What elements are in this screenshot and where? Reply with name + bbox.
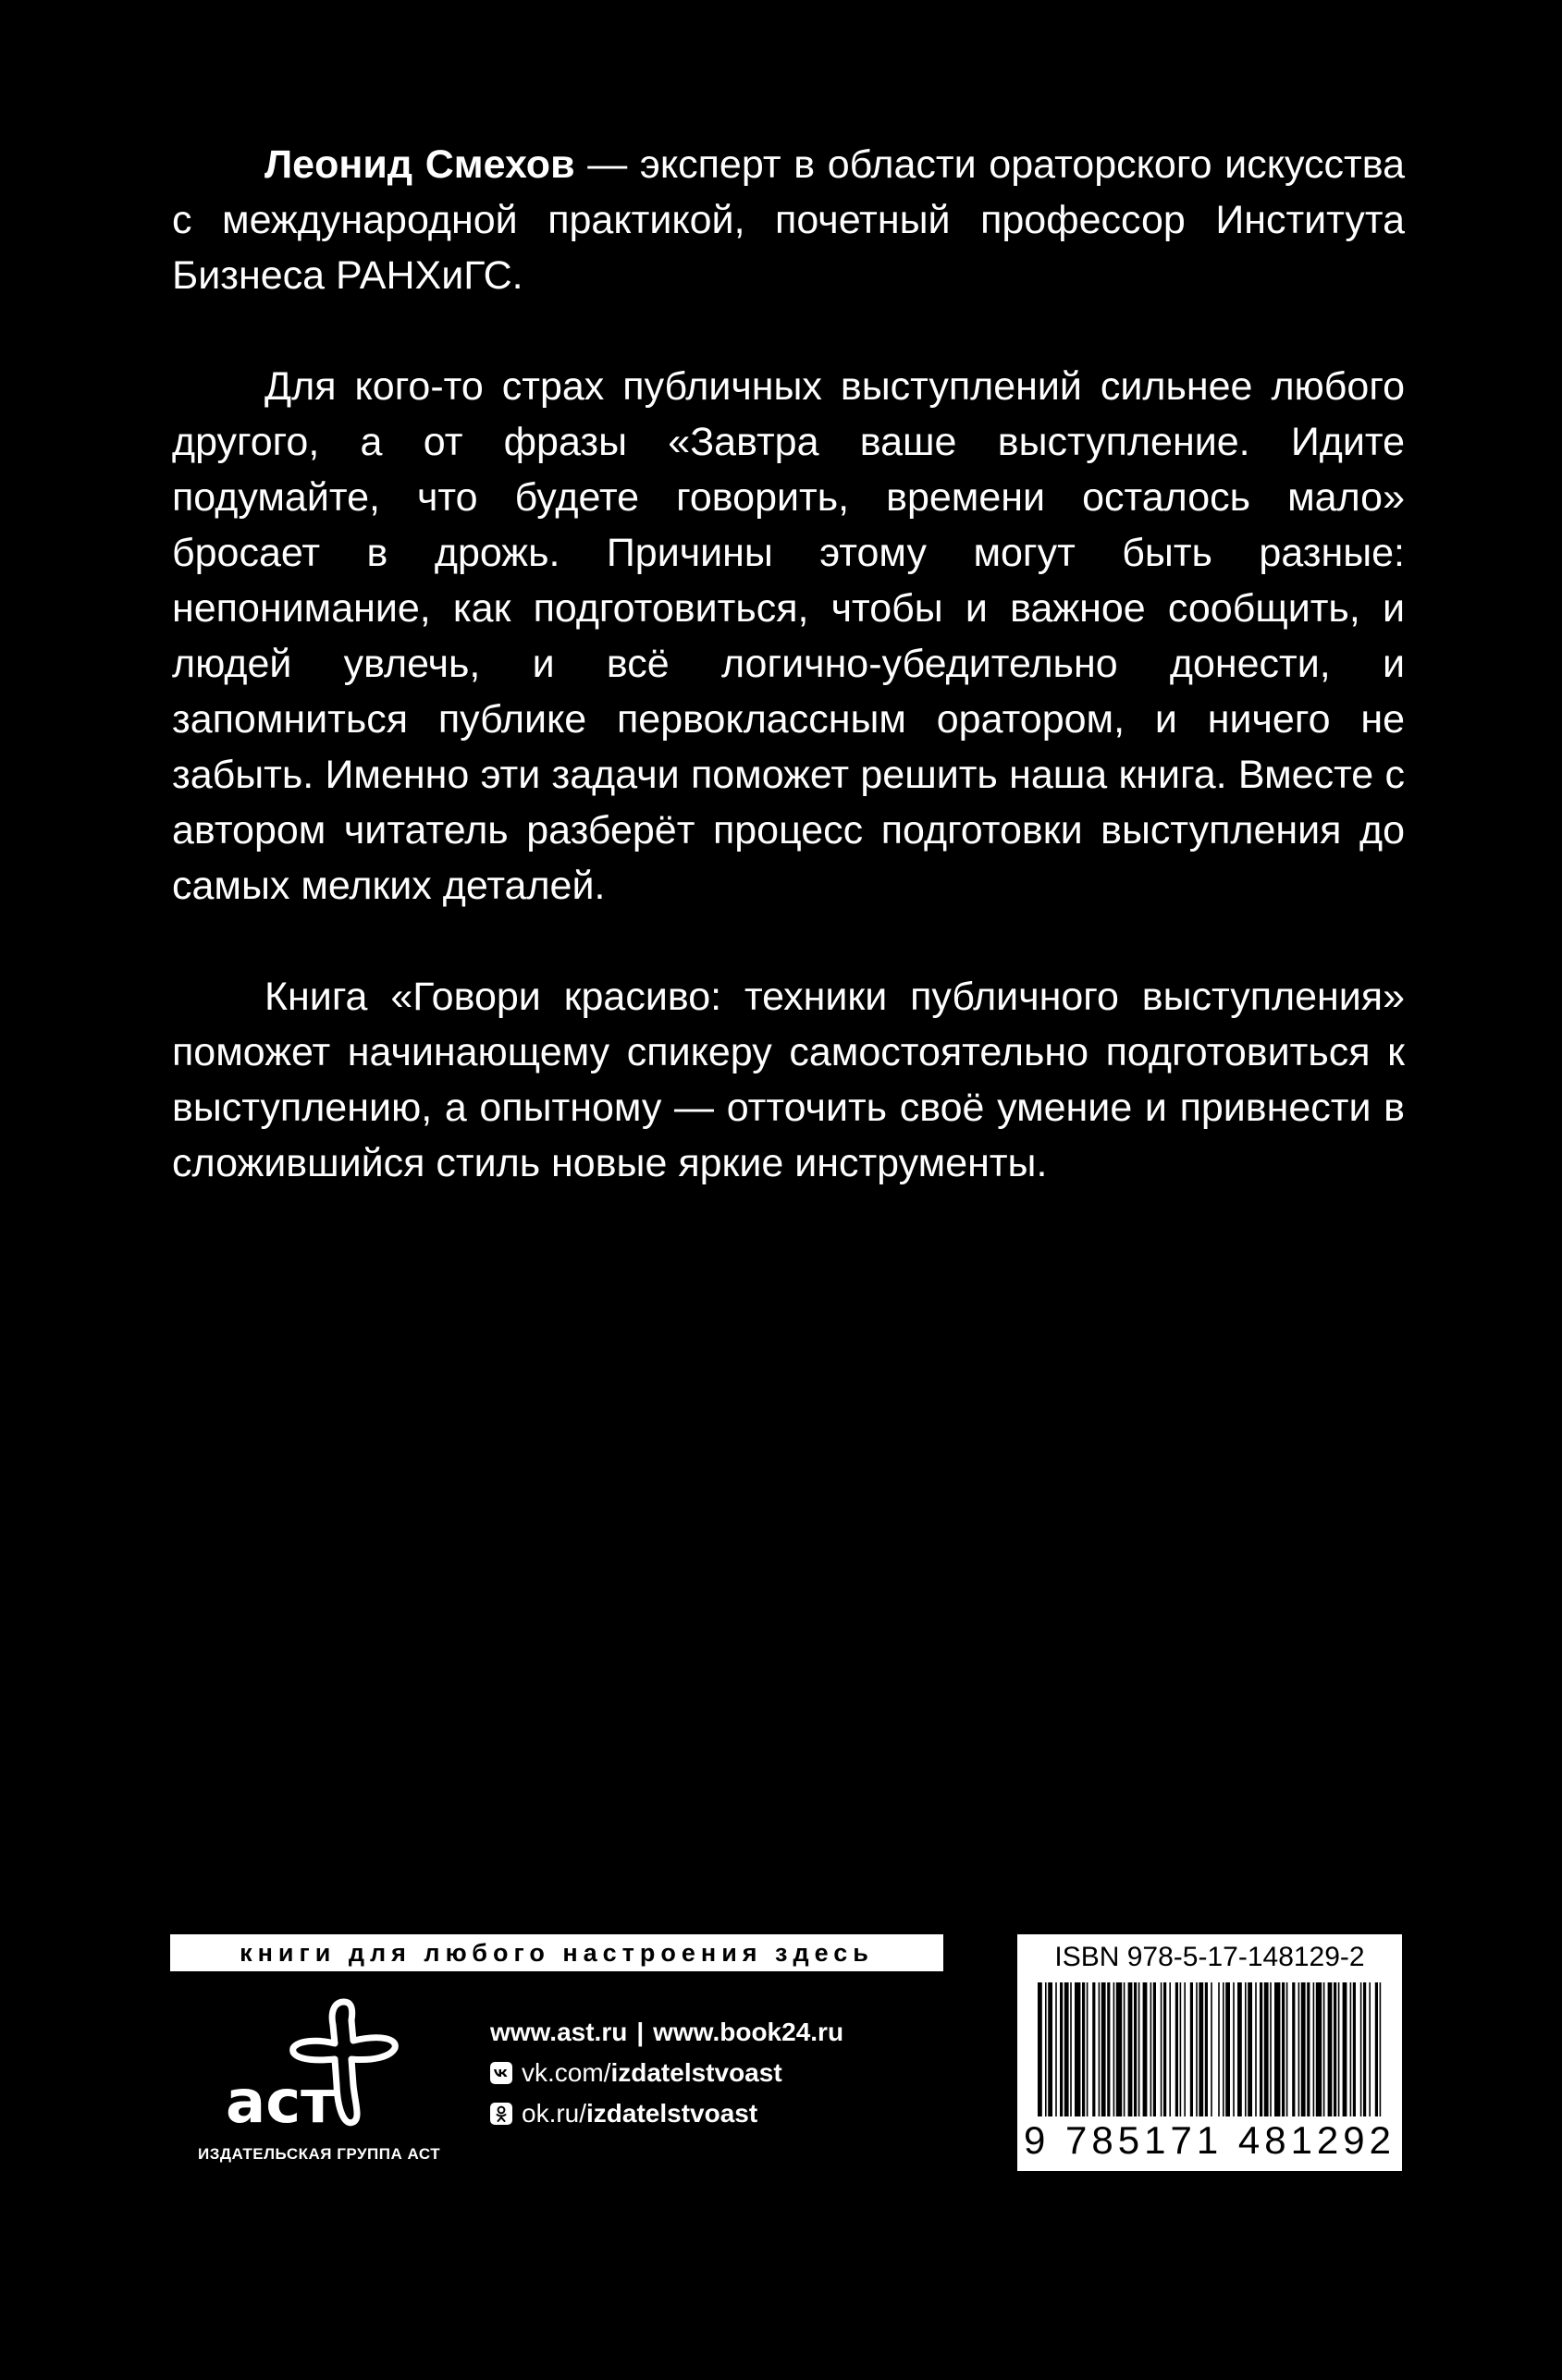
- barcode-bar: [1292, 1982, 1295, 2116]
- author-paragraph: [172, 137, 1405, 303]
- barcode-bar: [1143, 1982, 1148, 2116]
- barcode-bar: [1161, 1982, 1162, 2116]
- ok-link[interactable]: [490, 2093, 843, 2134]
- barcode-bar: [1270, 1982, 1272, 2116]
- vk-handle: izdatelstvoast: [610, 2058, 782, 2087]
- barcode-bar: [1323, 1982, 1325, 2116]
- barcode-bar: [1150, 1982, 1152, 2116]
- barcode-bar: [1343, 1982, 1347, 2116]
- barcode-bar: [1196, 1982, 1198, 2116]
- barcode-bar: [1075, 1982, 1080, 2116]
- barcode-bar: [1045, 1982, 1047, 2116]
- barcode-bar: [1260, 1982, 1262, 2116]
- author-name: Леонид Смехов: [264, 142, 575, 187]
- publisher-name: ИЗДАТЕЛЬСКАЯ ГРУППА АСТ: [198, 2145, 441, 2163]
- barcode-bar: [1360, 1982, 1362, 2116]
- barcode-bar: [1055, 1982, 1057, 2116]
- barcode-bar: [1282, 1982, 1285, 2116]
- barcode-bar: [1264, 1982, 1269, 2116]
- barcode: [1038, 1982, 1382, 2121]
- isbn-barcode-box: [1017, 1934, 1402, 2171]
- barcode-bar: [1363, 1982, 1366, 2116]
- barcode-bar: [1153, 1982, 1156, 2116]
- publisher-links: [490, 2012, 843, 2134]
- barcode-bar: [1060, 1982, 1063, 2116]
- barcode-bar: [1313, 1982, 1315, 2116]
- barcode-bar: [1233, 1982, 1235, 2116]
- vk-prefix: vk.com/: [522, 2058, 611, 2087]
- barcode-bar: [1134, 1982, 1137, 2116]
- book-summary-paragraph: Книга «Говори красиво: техники публичного выступления» поможет начинающему спикеру самостоятельно подготовиться к выступлению, а опытному — отточить своё умение и привнести в сложившийся стиль новые яркие инструменты.: [172, 975, 1405, 1185]
- barcode-bar: [1092, 1982, 1095, 2116]
- isbn-label: ISBN 978-5-17-148129-2: [1054, 1942, 1365, 1972]
- barcode-bar: [1064, 1982, 1069, 2116]
- author-bio: — эксперт в области ораторского искусства с международной практикой, почетный профессор Института Бизнеса РАНХиГС.: [172, 142, 1405, 298]
- barcode-bar: [1350, 1982, 1352, 2116]
- barcode-bar: [1205, 1982, 1208, 2116]
- barcode-bar: [1190, 1982, 1193, 2116]
- site-link-book24[interactable]: www.book24.ru: [653, 2018, 844, 2046]
- barcode-bar: [1048, 1982, 1052, 2116]
- annotation: [172, 137, 1405, 1246]
- barcode-bar: [1116, 1982, 1122, 2116]
- ok-handle: izdatelstvoast: [586, 2099, 758, 2128]
- barcode-bar: [1334, 1982, 1336, 2116]
- barcode-bar: [1087, 1982, 1088, 2116]
- barcode-bar: [1274, 1982, 1280, 2116]
- barcode-bar: [1107, 1982, 1110, 2116]
- barcode-bar: [1124, 1982, 1125, 2116]
- barcode-bar: [1138, 1982, 1140, 2116]
- barcode-bar: [1099, 1982, 1101, 2116]
- barcode-bar: [1163, 1982, 1166, 2116]
- barcode-bar: [1286, 1982, 1288, 2116]
- logo-text: аст: [226, 2068, 336, 2137]
- barcode-bar: [1307, 1982, 1310, 2116]
- barcode-bar: [1113, 1982, 1115, 2116]
- isbn-digits: 9 785171 481292: [1024, 2118, 1396, 2162]
- barcode-bar: [1225, 1982, 1230, 2116]
- barcode-bar: [1338, 1982, 1340, 2116]
- barcode-bar: [1298, 1982, 1300, 2116]
- barcode-bar: [1223, 1982, 1224, 2116]
- barcode-bar: [1375, 1982, 1378, 2116]
- barcode-bar: [1316, 1982, 1322, 2116]
- barcode-bar: [1237, 1982, 1242, 2116]
- link-separator: |: [636, 2018, 645, 2046]
- website-links: [490, 2012, 843, 2053]
- barcode-bar: [1255, 1982, 1257, 2116]
- odnoklassniki-icon: [490, 2103, 512, 2125]
- barcode-bar: [1180, 1982, 1182, 2116]
- barcode-bar: [1101, 1982, 1106, 2116]
- description-paragraph: Для кого-то страх публичных выступлений сильнее любого другого, а от фразы «Завтра ваше выступление. Идите подумайте, что будете говорить, времени осталось мало» бросает в дрожь. Причины этому могут быть разные: непонимание, как подготовиться, чтобы и важное сообщить, и людей увлечь, и всё логично-убедительно донести, и запомниться публике первоклассным оратором, и ничего не забыть. Именно эти задачи поможет решить наша книга. Вместе с автором читатель разберёт процесс подготовки выступления до самых мелких деталей.: [172, 364, 1405, 908]
- barcode-bar: [1380, 1982, 1382, 2116]
- barcode-bar: [1328, 1982, 1333, 2116]
- site-link-ast[interactable]: www.ast.ru: [490, 2018, 628, 2046]
- barcode-bar: [1038, 1982, 1042, 2116]
- barcode-bar: [1175, 1982, 1178, 2116]
- barcode-bar: [1199, 1982, 1203, 2116]
- vk-link[interactable]: [490, 2053, 843, 2093]
- barcode-bar: [1184, 1982, 1186, 2116]
- barcode-bar: [1353, 1982, 1356, 2116]
- tagline-banner: книги для любого настроения здесь: [170, 1934, 943, 1971]
- barcode-bar: [1070, 1982, 1072, 2116]
- barcode-bar: [1245, 1982, 1247, 2116]
- barcode-bar: [1369, 1982, 1371, 2116]
- ast-logo: [205, 1993, 427, 2141]
- barcode-bar: [1082, 1982, 1085, 2116]
- barcode-bar: [1128, 1982, 1133, 2116]
- barcode-bar: [1218, 1982, 1220, 2116]
- barcode-bar: [1169, 1982, 1171, 2116]
- ok-prefix: ok.ru/: [522, 2099, 587, 2128]
- barcode-bar: [1248, 1982, 1252, 2116]
- vk-icon: [490, 2062, 512, 2084]
- barcode-bar: [1301, 1982, 1306, 2116]
- barcode-bar: [1211, 1982, 1212, 2116]
